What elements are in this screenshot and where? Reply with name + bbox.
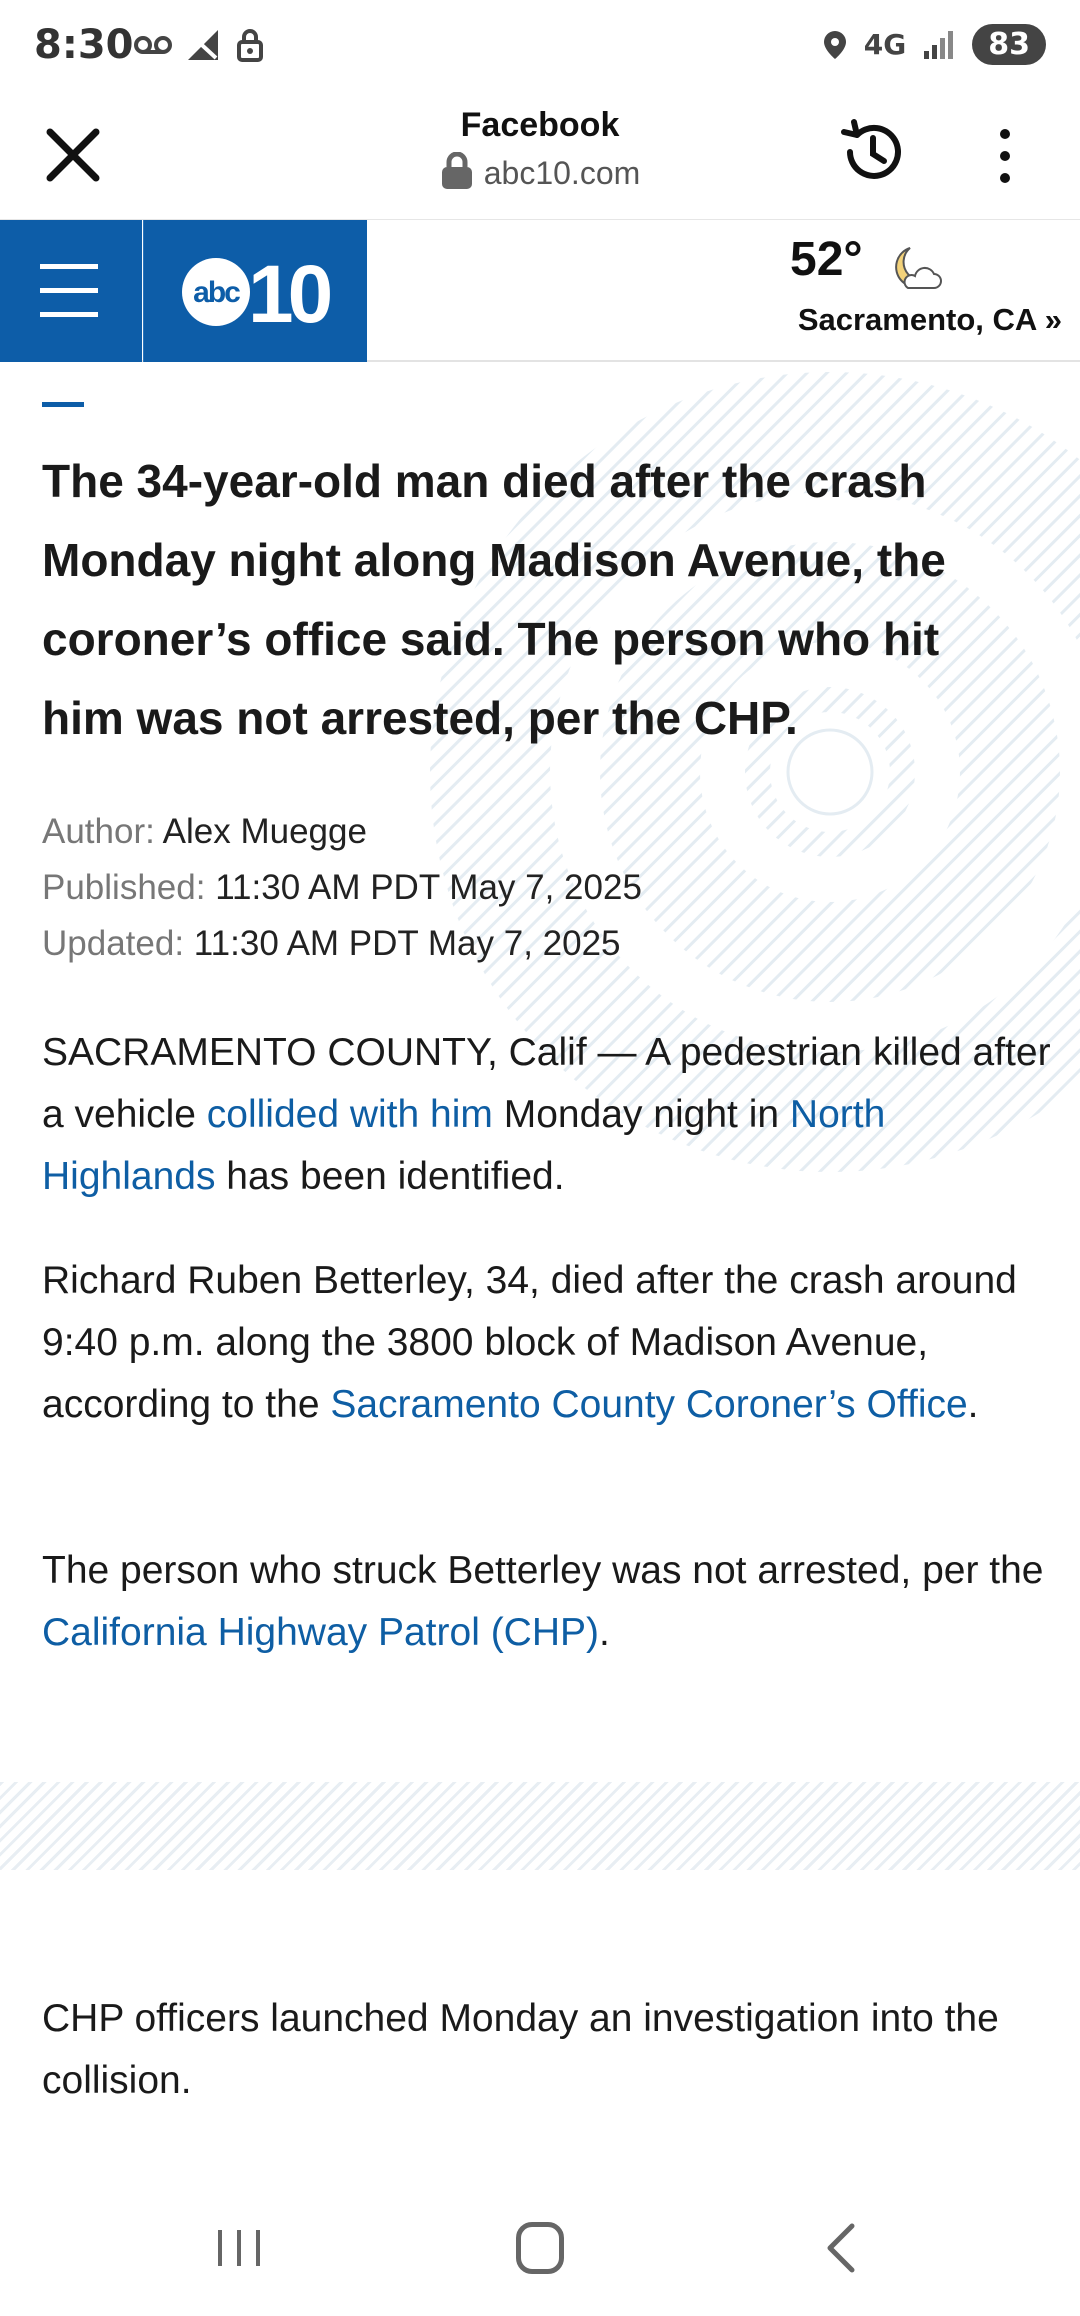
- article-paragraph: [42, 1250, 1052, 1436]
- lock-icon: [440, 152, 474, 190]
- svg-text:10: 10: [248, 249, 328, 340]
- menu-button[interactable]: [0, 220, 142, 362]
- site-logo[interactable]: [143, 220, 367, 362]
- url-text: abc10.com: [483, 155, 641, 191]
- ad-placeholder: [0, 1782, 1080, 1870]
- link-north-highlands[interactable]: North Highlands: [42, 1093, 886, 1198]
- author-label: Author:: [42, 812, 155, 851]
- article-paragraph: [42, 1022, 1052, 1208]
- signal-muted-icon: [186, 28, 222, 62]
- status-time: 8:30: [34, 22, 134, 68]
- link-coroner-office[interactable]: Sacramento County Coroner’s Office: [330, 1383, 968, 1426]
- home-icon[interactable]: [516, 2222, 564, 2274]
- back-icon[interactable]: [820, 2222, 860, 2274]
- location-icon: [822, 29, 848, 61]
- paragraph-text: SACRAMENTO COUNTY, Calif — A pedestrian killed after a vehicle: [42, 1031, 1051, 1136]
- weather-temperature[interactable]: 52°: [790, 233, 863, 286]
- status-bar: [0, 0, 1080, 96]
- battery-indicator: 83: [972, 24, 1046, 65]
- author-name[interactable]: Alex Muegge: [162, 812, 367, 851]
- more-vert-icon[interactable]: [990, 126, 1020, 186]
- updated-label: Updated:: [42, 924, 185, 963]
- lock-status-icon: [236, 28, 264, 62]
- article-headline: The 34-year-old man died after the crash Monday night along Madison Avenue, the coroner’s office said. The person who hit him was not arrested, per the CHP.: [42, 455, 946, 744]
- history-icon[interactable]: [836, 116, 908, 188]
- article-paragraph: [42, 1540, 1052, 1664]
- paragraph-text: The person who struck Betterley was not arrested, per the: [42, 1549, 1044, 1592]
- weather-location[interactable]: Sacramento, CA »: [797, 302, 1062, 337]
- recent-apps-icon[interactable]: [214, 2226, 264, 2270]
- status-icons-left: [134, 28, 264, 62]
- published-label: Published:: [42, 868, 206, 907]
- browser-toolbar: [0, 96, 1080, 220]
- moon-cloud-icon: [888, 242, 944, 298]
- link-chp[interactable]: California Highway Patrol (CHP): [42, 1611, 600, 1654]
- article-meta: [42, 804, 642, 972]
- abc10-logo-icon: [144, 220, 368, 362]
- status-icons-right: [822, 24, 1046, 65]
- paragraph-text: Richard Ruben Betterley, 34, died after the crash around 9:40 p.m. along the 3800 block of Madison Avenue, according to the: [42, 1259, 1017, 1426]
- paragraph-text: has been identified.: [215, 1155, 565, 1198]
- paragraph-text: .: [967, 1383, 979, 1426]
- paragraph-text: .: [599, 1611, 610, 1654]
- navigation-bar: [0, 2180, 1080, 2316]
- link-collided-with-him[interactable]: collided with him: [206, 1093, 493, 1136]
- paragraph-text: Monday night in: [492, 1093, 790, 1136]
- signal-icon: [922, 29, 956, 61]
- published-date: 11:30 AM PDT May 7, 2025: [215, 868, 642, 907]
- network-type: 4G: [863, 28, 907, 61]
- url-display[interactable]: [0, 152, 1080, 192]
- updated-date: 11:30 AM PDT May 7, 2025: [193, 924, 621, 963]
- site-header: [0, 220, 1080, 362]
- article: [0, 362, 1080, 2160]
- svg-text:abc: abc: [193, 276, 239, 309]
- browser-title: Facebook: [460, 106, 620, 144]
- article-paragraph: CHP officers launched Monday an investigation into the collision.: [42, 1997, 999, 2102]
- voicemail-icon: [134, 35, 172, 55]
- headline-accent: [42, 402, 84, 407]
